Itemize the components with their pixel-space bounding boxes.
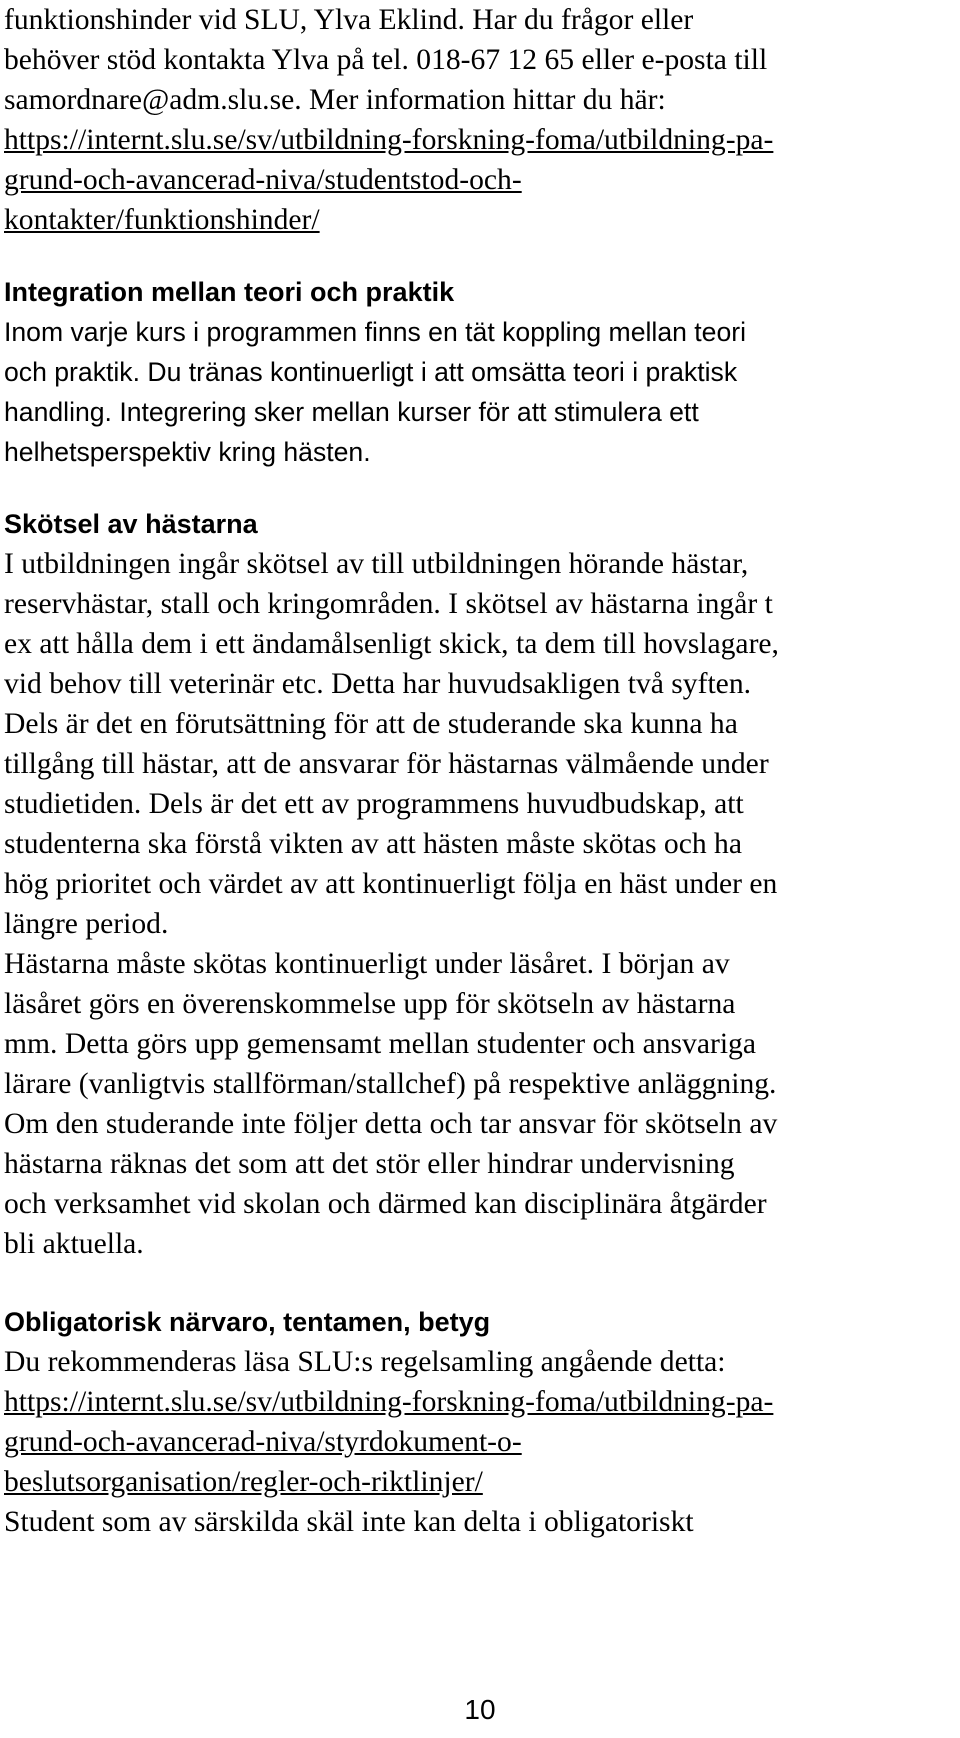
text-line: Dels är det en förutsättning för att de studerande ska kunna ha (4, 708, 738, 740)
obligatorisk-paragraph (4, 1342, 956, 1542)
regelsamling-link-line-2[interactable]: grund-och-avancerad-niva/styrdokument-o- (4, 1426, 522, 1458)
text-line: och verksamhet vid skolan och därmed kan disciplinära åtgärder (4, 1188, 767, 1220)
text-line: studenterna ska förstå vikten av att hästen måste skötas och ha (4, 828, 742, 860)
text-line: lärare (vanligtvis stallförman/stallchef) på respektive anläggning. (4, 1068, 777, 1100)
text-line: helhetsperspektiv kring hästen. (4, 437, 371, 467)
funktionshinder-link-line-2[interactable]: grund-och-avancerad-niva/studentstod-och- (4, 164, 522, 196)
text-line: tillgång till hästar, att de ansvarar för hästarnas välmående under (4, 748, 769, 780)
text-line: och praktik. Du tränas kontinuerligt i att omsätta teori i praktisk (4, 357, 738, 387)
text-line: funktionshinder vid SLU, Ylva Eklind. Har du frågor eller (4, 4, 694, 36)
text-line: handling. Integrering sker mellan kurser för att stimulera ett (4, 397, 699, 427)
text-line: ex att hålla dem i ett ändamålsenligt skick, ta dem till hovslagare, (4, 628, 779, 660)
contact-paragraph (4, 0, 956, 240)
text-line: behöver stöd kontakta Ylva på tel. 018-67 12 65 eller e-posta till (4, 44, 768, 76)
text-line: läsåret görs en överenskommelse upp för skötseln av hästarna (4, 988, 736, 1020)
integration-heading: Integration mellan teori och praktik (4, 277, 455, 307)
text-line: mm. Detta görs upp gemensamt mellan studenter och ansvariga (4, 1028, 756, 1060)
text-line: Hästarna måste skötas kontinuerligt under läsåret. I början av (4, 948, 730, 980)
text-line: Om den studerande inte följer detta och tar ansvar för skötseln av (4, 1108, 778, 1140)
text-line: Inom varje kurs i programmen finns en tät koppling mellan teori (4, 317, 747, 347)
text-line: Du rekommenderas läsa SLU:s regelsamling angående detta: (4, 1346, 726, 1378)
text-line: I utbildningen ingår skötsel av till utbildningen hörande hästar, (4, 548, 749, 580)
text-line: bli aktuella. (4, 1228, 144, 1260)
integration-paragraph (4, 312, 956, 472)
text-line: längre period. (4, 908, 169, 940)
text-line: hög prioritet och värdet av att kontinuerligt följa en häst under en (4, 868, 778, 900)
regelsamling-link-line-1[interactable]: https://internt.slu.se/sv/utbildning-forskning-foma/utbildning-pa- (4, 1386, 774, 1418)
obligatorisk-heading: Obligatorisk närvaro, tentamen, betyg (4, 1307, 491, 1337)
document-page (4, 0, 956, 1542)
skotsel-heading: Skötsel av hästarna (4, 509, 258, 539)
text-line: vid behov till veterinär etc. Detta har huvudsakligen två syften. (4, 668, 752, 700)
page-number: 10 (464, 1694, 496, 1725)
funktionshinder-link-line-3[interactable]: kontakter/funktionshinder/ (4, 204, 320, 236)
funktionshinder-link-line-1[interactable]: https://internt.slu.se/sv/utbildning-forskning-foma/utbildning-pa- (4, 124, 774, 156)
text-line: reservhästar, stall och kringområden. I skötsel av hästarna ingår t (4, 588, 773, 620)
skotsel-paragraph-2 (4, 944, 956, 1264)
regelsamling-link-line-3[interactable]: beslutsorganisation/regler-och-riktlinjer/ (4, 1466, 483, 1498)
text-line: hästarna räknas det som att det stör eller hindrar undervisning (4, 1148, 735, 1180)
text-line: studietiden. Dels är det ett av programmens huvudbudskap, att (4, 788, 744, 820)
text-line: samordnare@adm.slu.se. Mer information hittar du här: (4, 84, 666, 116)
skotsel-paragraph-1 (4, 544, 956, 944)
text-line: Student som av särskilda skäl inte kan delta i obligatoriskt (4, 1506, 694, 1538)
